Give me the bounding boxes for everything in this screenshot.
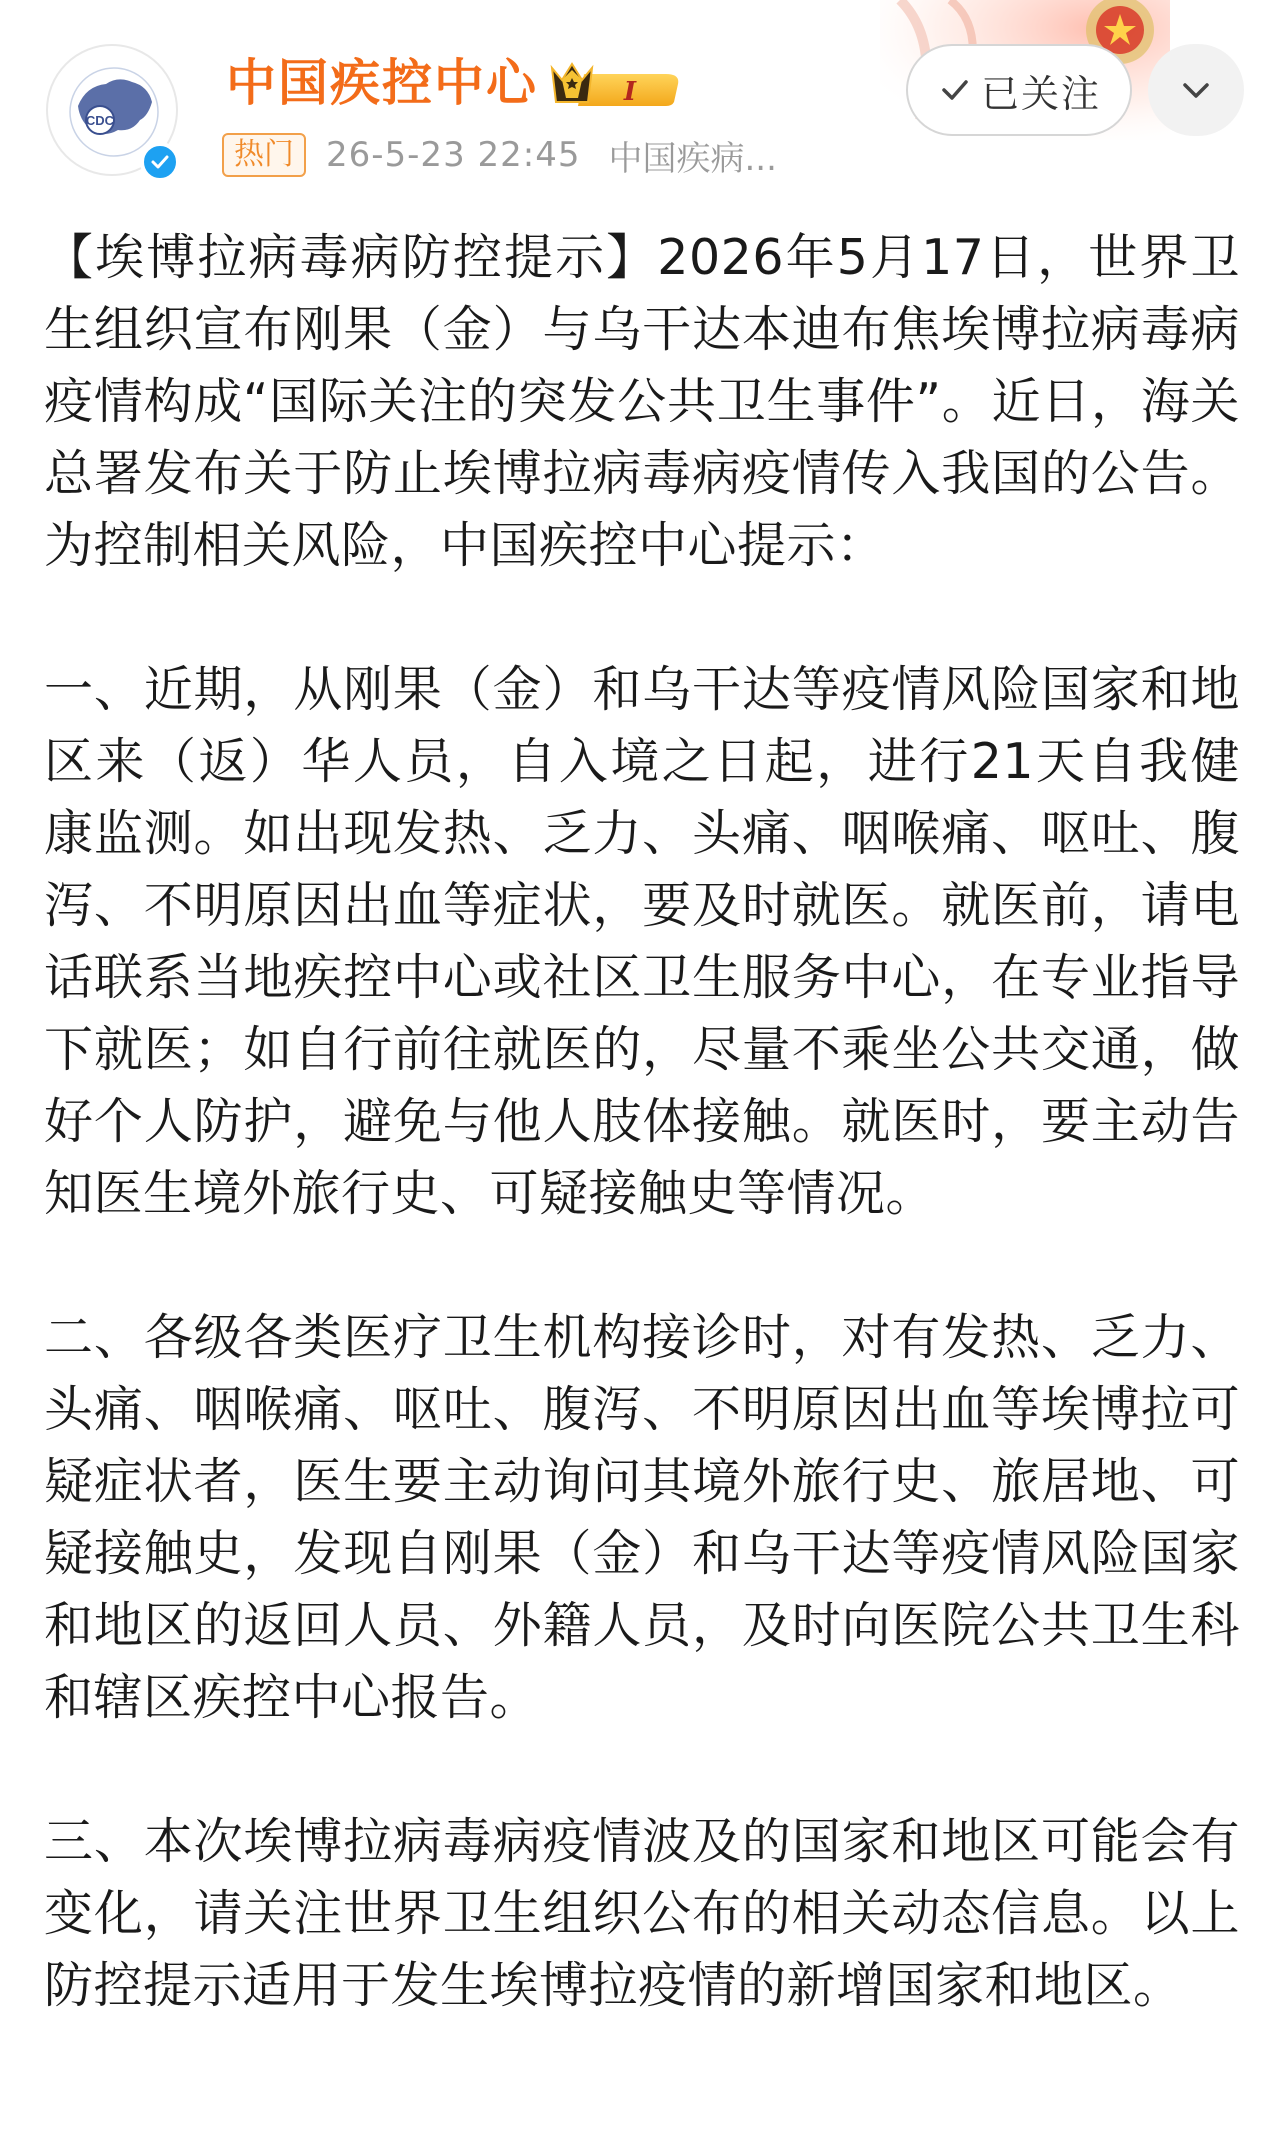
svg-text:CDC: CDC [85, 113, 115, 128]
post-paragraph: 【埃博拉病毒病防控提示】2026年5月17日，世界卫生组织宣布刚果（金）与乌干达本迪布焦埃博拉病毒病疫情构成“国际关注的突发公共卫生事件”。近日，海关总署发布关于防止埃博拉病毒病疫情传入我国的公告。为控制相关风险，中国疾控中心提示： [44, 229, 1240, 574]
more-button[interactable] [1148, 44, 1244, 136]
post-paragraph: 三、本次埃博拉病毒病疫情波及的国家和地区可能会有变化，请关注世界卫生组织公布的相关动态信息。以上防控提示适用于发生埃博拉疫情的新增国家和地区。 [44, 1813, 1240, 2014]
crown-level-icon[interactable] [548, 58, 684, 110]
follow-button[interactable] [906, 44, 1132, 136]
post-header [0, 0, 1280, 200]
author-name[interactable]: 中国疾控中心 [226, 54, 538, 112]
hot-tag[interactable]: 热门 [222, 133, 306, 177]
post-content [44, 222, 1240, 2022]
follow-label: 已关注 [980, 71, 1101, 116]
checkmark-icon [937, 72, 973, 108]
post-paragraph: 二、各级各类医疗卫生机构接诊时，对有发热、乏力、头痛、咽喉痛、呕吐、腹泻、不明原因出血等埃博拉可疑症状者，医生要主动询问其境外旅行史、旅居地、可疑接触史，发现自刚果（金）和乌干达等疫情风险国家和地区的返回人员、外籍人员，及时向医院公共卫生科和辖区疾控中心报告。 [44, 1309, 1240, 1726]
post-time: 26-5-23 22:45 [326, 135, 581, 175]
post-source: 中国疾病... [608, 138, 777, 179]
verified-check-icon [140, 142, 180, 182]
post-paragraph: 一、近期，从刚果（金）和乌干达等疫情风险国家和地区来（返）华人员，自入境之日起，进行21天自我健康监测。如出现发热、乏力、头痛、咽喉痛、呕吐、腹泻、不明原因出血等症状，要及时就医。就医前，请电话联系当地疾控中心或社区卫生服务中心，在专业指导下就医；如自行前往就医的，尽量不乘坐公共交通，做好个人防护，避免与他人肢体接触。就医时，要主动告知医生境外旅行史、可疑接触史等情况。 [44, 661, 1240, 1222]
post-meta [222, 132, 777, 178]
chevron-down-icon [1176, 70, 1216, 110]
svg-text:I: I [623, 77, 637, 107]
